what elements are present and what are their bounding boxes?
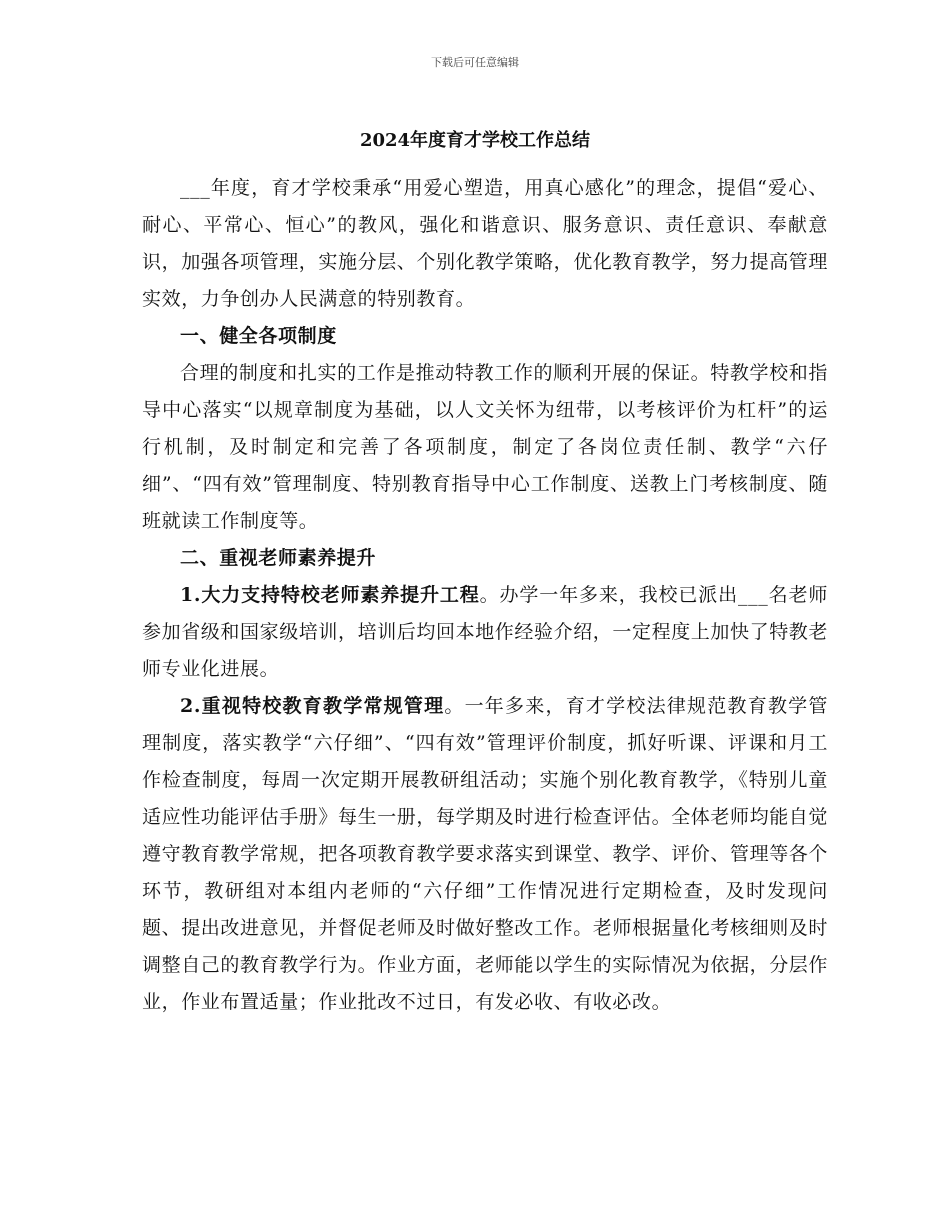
section-heading-2: 二、重视老师素养提升 — [180, 547, 377, 569]
section-2-item-2 — [142, 688, 828, 1021]
item-1-lead: 1.大力支持特校老师素养提升工程 — [180, 584, 480, 606]
header-note: 下载后可任意编辑 — [431, 56, 519, 69]
item-2-text: 。一年多来，育才学校法律规范教育教学管理制度，落实教学“六仔细”、“四有效”管理评价制度，抓好听课、评课和月工作检查制度，每周一次定期开展教研组活动；实施个别化教育教学，《特别儿童适应性功能评估手册》每生一册，每学期及时进行检查评估。全体老师均能自觉遵守教育教学常规，把各项教育教学要求落实到课堂、教学、评价、管理等各个环节，教研组对本组内老师的“六仔细”工作情况进行定期检查，及时发现问题、提出改进意见，并督促老师及时做好整改工作。老师根据量化考核细则及时调整自己的教育教学行为。作业方面，老师能以学生的实际情况为依据，分层作业，作业布置适量；作业批改不过日，有发必收、有收必改。 — [142, 695, 829, 1013]
section-2-item-1 — [142, 577, 828, 688]
item-1-text: 。办学一年多来，我校已派出___名老师参加省级和国家级培训，培训后均回本地作经验介绍，一定程度上加快了特教老师专业化进展。 — [142, 584, 829, 680]
section-1-paragraph: 合理的制度和扎实的工作是推动特教工作的顺利开展的保证。特教学校和指导中心落实“以规章制度为基础，以人文关怀为纽带，以考核评价为杠杆”的运行机制，及时制定和完善了各项制度，制定了各岗位责任制、教学“六仔细”、“四有效”管理制度、特别教育指导中心工作制度、送教上门考核制度、随班就读工作制度等。 — [142, 362, 828, 532]
item-2-lead: 2.重视特校教育教学常规管理 — [180, 695, 445, 717]
section-heading-1: 一、健全各项制度 — [180, 325, 337, 347]
intro-paragraph: ___年度，育才学校秉承“用爱心塑造，用真心感化”的理念，提倡“爱心、耐心、平常心、恒心”的教风，强化和谐意识、服务意识、责任意识、奉献意识，加强各项管理，实施分层、个别化教学策略，优化教育教学，努力提高管理实效，力争创办人民满意的特别教育。 — [142, 177, 829, 310]
document-body — [142, 170, 828, 1021]
document-title: 2024年度育才学校工作总结 — [359, 130, 591, 151]
